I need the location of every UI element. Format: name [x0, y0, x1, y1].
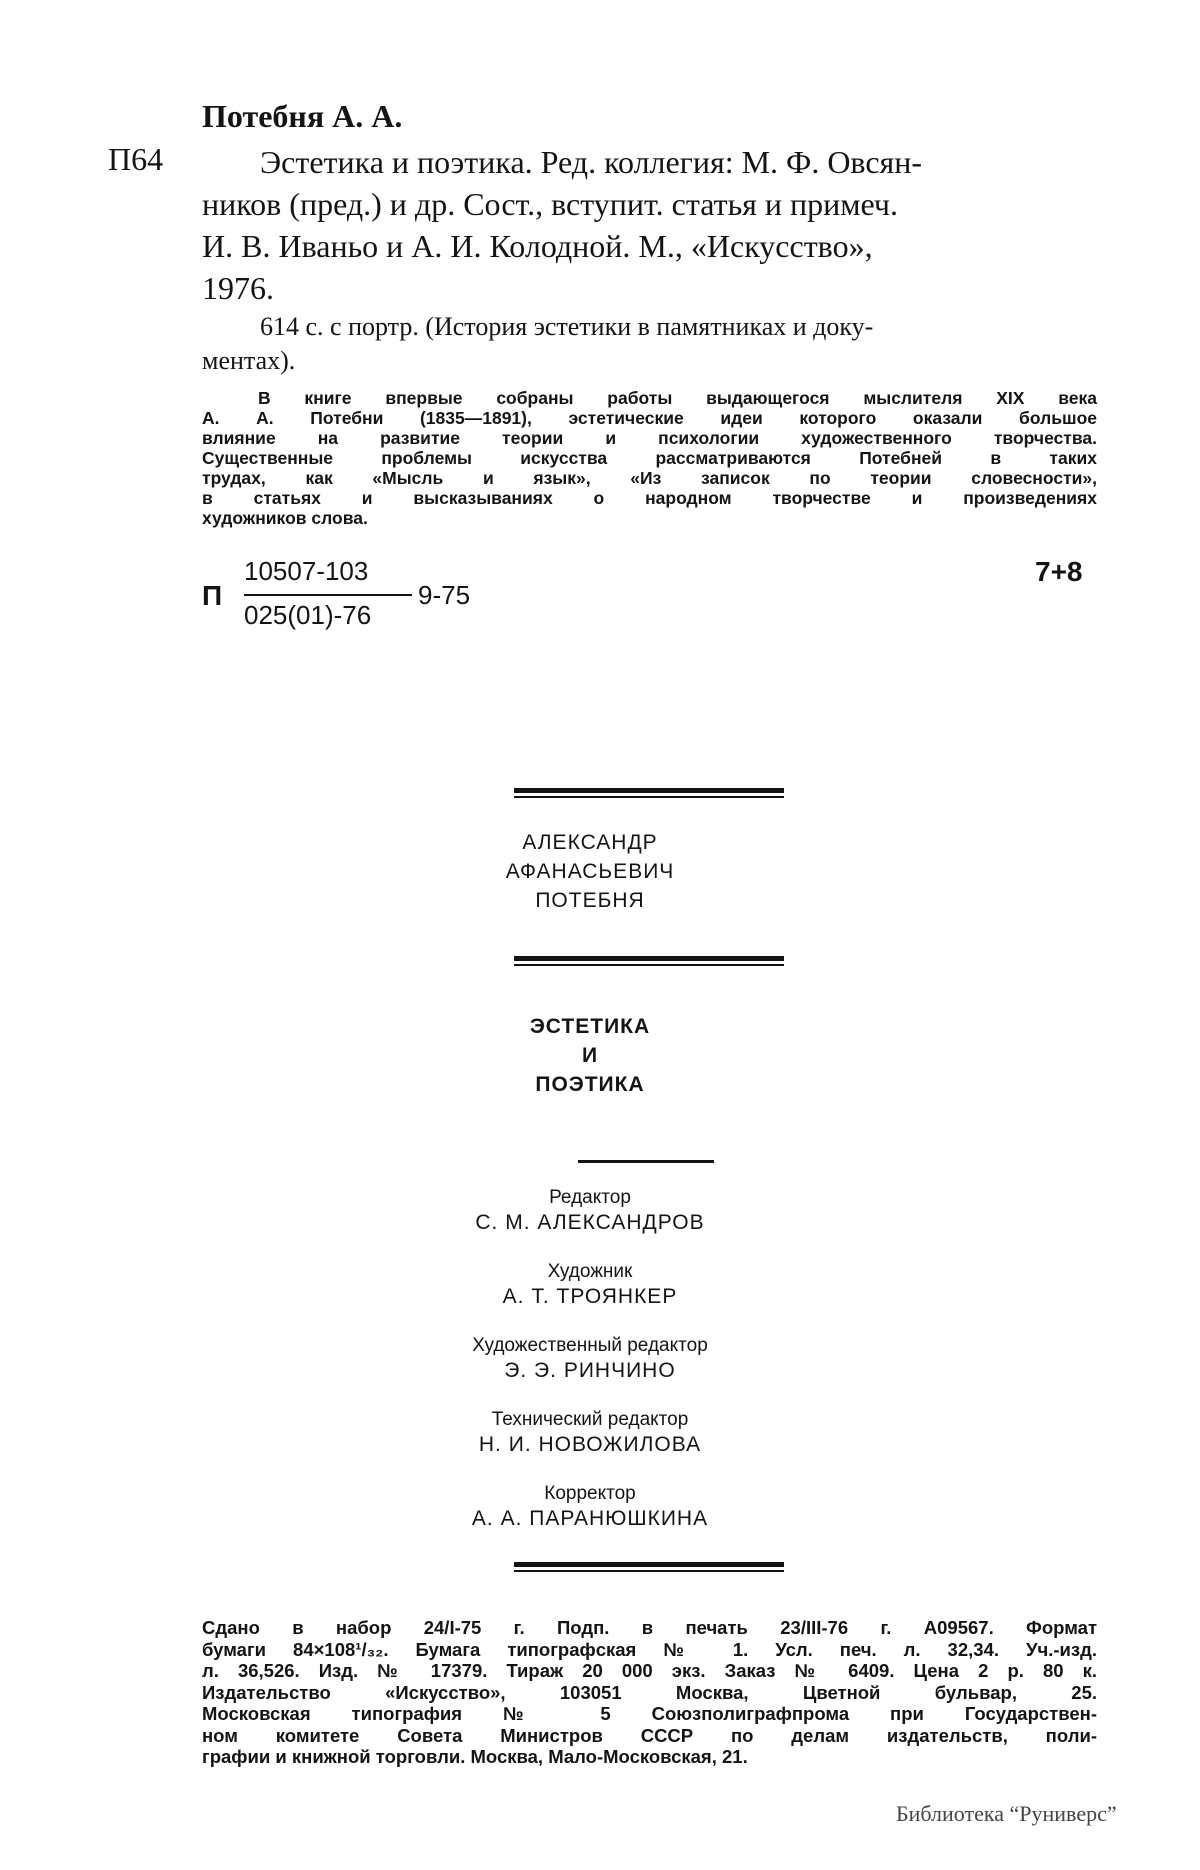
bottom-rule-thin [514, 1570, 784, 1572]
annotation-line: Существенные проблемы искусства рассматриваются Потебней в таких [202, 448, 1097, 468]
catalog-code: П64 [108, 141, 164, 177]
credit-name: А. А. ПАРАНЮШКИНА [471, 1507, 709, 1530]
top-rule [514, 788, 784, 793]
credit-role: Художник [547, 1261, 633, 1282]
credit-role: Редактор [549, 1187, 631, 1208]
middle-rule-thin [514, 964, 784, 966]
annotation-line: в статьях и высказываниях о народном творчестве и произведениях [202, 488, 1097, 508]
annotation [202, 388, 1097, 528]
middle-rule [514, 956, 784, 961]
imprint-line: л. 36,526. Изд. № 17379. Тираж 20 000 экз. Заказ № 6409. Цена 2 р. 80 к. [202, 1660, 1097, 1681]
bib-line: 1976. [202, 270, 274, 306]
pages-line: 614 с. с портр. (История эстетики в памятниках и доку- [260, 312, 874, 341]
title-line: ЭСТЕТИКА [529, 1015, 651, 1038]
pages-line: ментах). [202, 346, 296, 375]
short-rule [578, 1160, 714, 1163]
index-numerator: 10507-103 [244, 556, 369, 586]
author-surname: ПОТЕБНЯ [535, 889, 645, 912]
imprint-line: бумаги 84×108¹/₃₂. Бумага типографская № 1. Усл. печ. л. 32,34. Уч.-изд. [202, 1638, 1097, 1660]
bib-line: Эстетика и поэтика. Ред. коллегия: М. Ф. Овсян- [260, 144, 923, 180]
bib-line: ников (пред.) и др. Сост., вступит. статья и примеч. [202, 186, 898, 222]
annotation-line: А. А. Потебни (1835—1891), эстетические идеи которого оказали большое [202, 408, 1097, 428]
title-page-author [420, 828, 760, 915]
credit-name: Э. Э. РИНЧИНО [504, 1359, 676, 1382]
credit-name: С. М. АЛЕКСАНДРОВ [475, 1211, 705, 1234]
credit-tech-editor [420, 1408, 760, 1458]
library-watermark: Библиотека “Руниверс” [896, 1801, 1117, 1826]
index-fraction-bar [244, 594, 412, 596]
title-page-title [420, 1012, 760, 1099]
imprint-line: Сдано в набор 24/I-75 г. Подп. в печать 23/III-76 г. А09567. Формат [202, 1617, 1097, 1638]
index-denominator: 025(01)-76 [244, 600, 372, 630]
imprint-line: Издательство «Искусство», 103051 Москва, Цветной бульвар, 25. [202, 1681, 1097, 1703]
imprint [202, 1617, 1097, 1768]
author-patronymic: АФАНАСЬЕВИЧ [505, 860, 675, 883]
author-name: Потебня А. А. [202, 98, 403, 134]
index-suffix: 9-75 [418, 580, 471, 610]
index-price-code: 7+8 [1035, 556, 1083, 587]
title-line: ПОЭТИКА [535, 1073, 645, 1096]
annotation-line: влияние на развитие теории и психологии художественного творчества. [202, 428, 1097, 448]
pagination-note [202, 310, 1097, 378]
title-line: И [581, 1044, 599, 1067]
credit-proofreader [420, 1482, 760, 1532]
imprint-line: графии и книжной торговли. Москва, Мало-Московская, 21. [202, 1746, 748, 1767]
credit-art-editor [420, 1334, 760, 1384]
imprint-line: ном комитете Совета Министров СССР по делам издательств, поли- [202, 1724, 1097, 1746]
annotation-line: трудах, как «Мысль и язык», «Из записок по теории словесности», [202, 468, 1097, 488]
credit-artist [420, 1260, 760, 1310]
imprint-line: Московская типография № 5 Союзполиграфпрома при Государствен- [202, 1703, 1097, 1724]
credit-name: Н. И. НОВОЖИЛОВА [478, 1433, 702, 1456]
credit-editor [420, 1186, 760, 1236]
top-rule-thin [514, 796, 784, 798]
credit-role: Корректор [544, 1483, 636, 1504]
author-first-name: АЛЕКСАНДР [522, 831, 658, 854]
annotation-line: художников слова. [202, 508, 368, 528]
bibliographic-description [202, 141, 1097, 309]
bottom-rule [514, 1562, 784, 1567]
credit-role: Технический редактор [491, 1409, 689, 1430]
credit-role: Художественный редактор [472, 1335, 708, 1356]
annotation-line: В книге впервые собраны работы выдающегося мыслителя XIX века [258, 388, 1097, 408]
credit-name: А. Т. ТРОЯНКЕР [502, 1285, 678, 1308]
bib-line: И. В. Иваньо и А. И. Колодной. М., «Искусство», [202, 228, 873, 264]
index-letter: П [202, 580, 223, 611]
